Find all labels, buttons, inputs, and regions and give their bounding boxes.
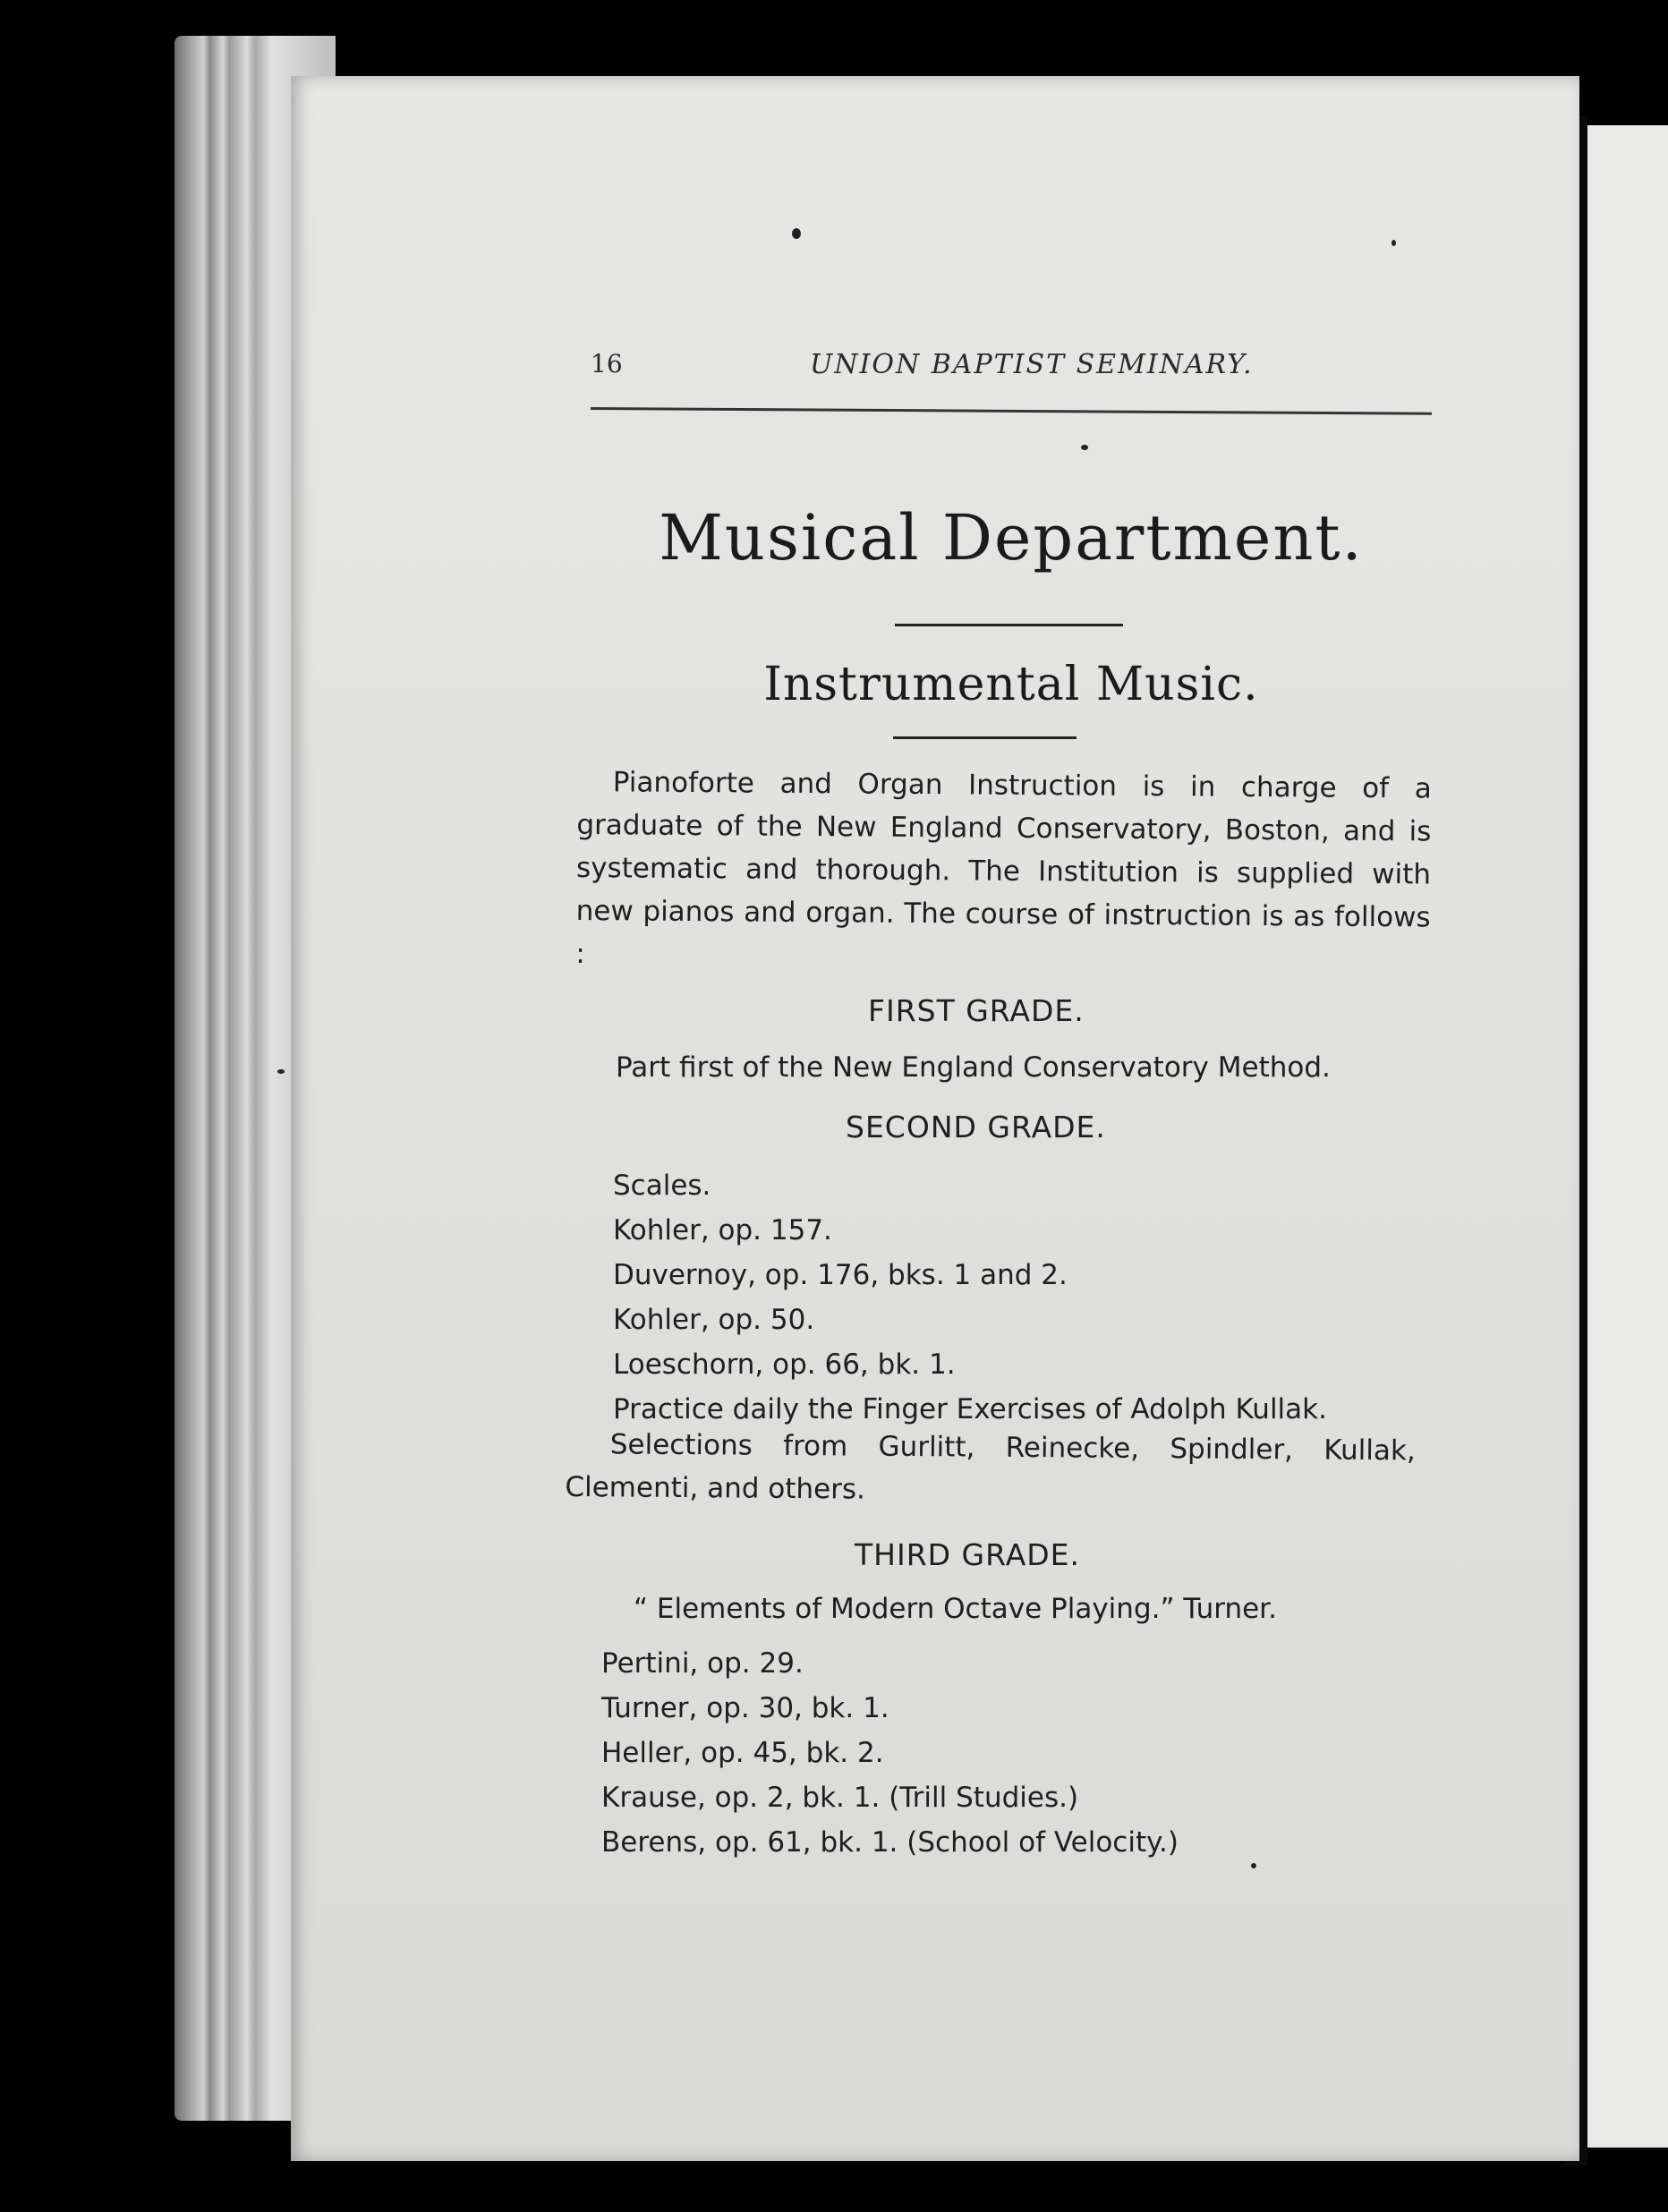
page-number: 16 (591, 349, 623, 379)
facing-page-edge (1584, 125, 1668, 2148)
list-item: Berens, op. 61, bk. 1. (School of Velocity.) (601, 1826, 1179, 1859)
first-grade-heading: FIRST GRADE. (868, 993, 1085, 1028)
scan-speck (1081, 445, 1088, 450)
list-item: Turner, op. 30, bk. 1. (601, 1692, 889, 1724)
list-item: Practice daily the Finger Exercises of Adolph Kullak. (613, 1393, 1327, 1425)
scan-speck (1251, 1863, 1256, 1868)
third-grade-heading: THIRD GRADE. (855, 1537, 1081, 1572)
list-item: Pertini, op. 29. (601, 1647, 804, 1680)
list-item: Krause, op. 2, bk. 1. (Trill Studies.) (601, 1782, 1079, 1814)
subtitle-divider (893, 736, 1077, 739)
list-item: Loeschorn, op. 66, bk. 1. (613, 1348, 956, 1381)
section-subtitle: Instrumental Music. (763, 658, 1259, 711)
second-grade-selections: Selections from Gurlitt, Reinecke, Spindler, Kullak, Clementi, and others. (565, 1428, 1416, 1506)
scan-speck (277, 1069, 285, 1074)
intro-paragraph: Pianoforte and Organ Instruction is in charge of a graduate of the New England Conservatory, Boston, and is systematic and thorough. The Institution is supplied with new pianos and organ. The course of instruction is as follows : (575, 766, 1432, 971)
list-item: Heller, op. 45, bk. 2. (601, 1737, 884, 1769)
list-item: Duvernoy, op. 176, bks. 1 and 2. (613, 1259, 1068, 1291)
first-grade-item: Part first of the New England Conservatory Method. (616, 1051, 1331, 1084)
scan-speck (792, 228, 801, 239)
running-title: UNION BAPTIST SEMINARY. (810, 349, 1254, 380)
list-item: Kohler, op. 157. (613, 1214, 832, 1246)
second-grade-list (613, 1163, 1327, 1432)
third-grade-lead: “ Elements of Modern Octave Playing.” Turner. (634, 1593, 1277, 1625)
second-grade-heading: SECOND GRADE. (846, 1110, 1106, 1144)
running-header (591, 349, 1432, 385)
title-divider (895, 624, 1123, 626)
section-title: Musical Department. (659, 501, 1364, 574)
scan-speck (1391, 240, 1396, 246)
third-grade-list (601, 1641, 1179, 1865)
list-item: Kohler, op. 50. (613, 1304, 815, 1336)
list-item: Scales. (613, 1170, 711, 1202)
